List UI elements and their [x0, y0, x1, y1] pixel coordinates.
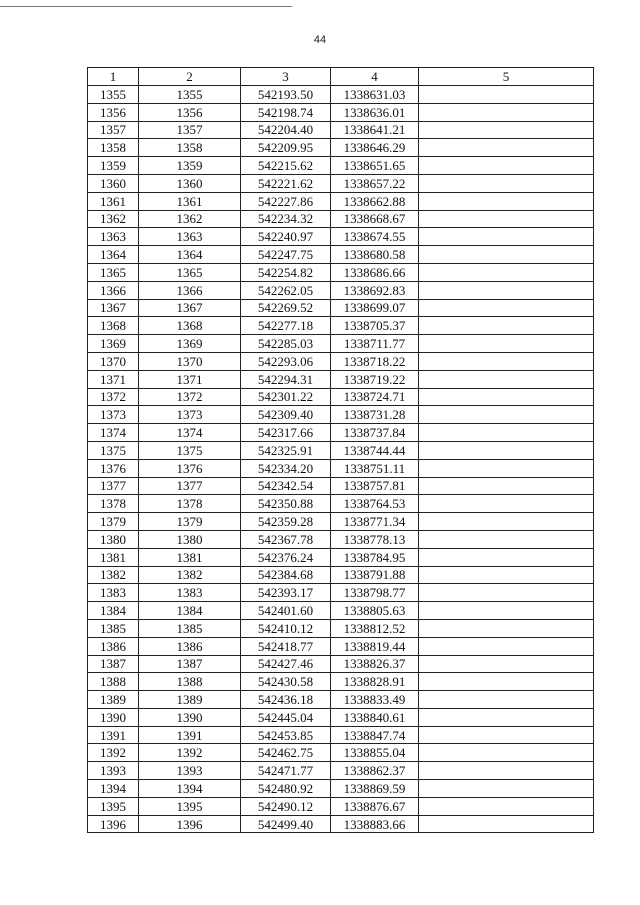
- table-row: [88, 103, 594, 121]
- table-cell-col-4: 1338646.29: [331, 139, 419, 157]
- table-cell-col-5: [419, 584, 594, 602]
- table-cell-col-4: 1338731.28: [331, 406, 419, 424]
- table-row: [88, 655, 594, 673]
- table-cell-col-4: 1338636.01: [331, 103, 419, 121]
- table-cell-col-3: 542427.46: [241, 655, 331, 673]
- table-cell-col-5: [419, 157, 594, 175]
- table-header-row: [88, 68, 594, 86]
- table-row: [88, 815, 594, 833]
- page-number: 44: [313, 34, 327, 46]
- table-cell-col-2: 1360: [139, 174, 241, 192]
- column-header: 5: [419, 68, 594, 86]
- table-cell-col-5: [419, 424, 594, 442]
- table-cell-col-5: [419, 566, 594, 584]
- table-cell-col-5: [419, 210, 594, 228]
- table-cell-col-5: [419, 299, 594, 317]
- table-cell-col-4: 1338744.44: [331, 441, 419, 459]
- table-cell-col-2: 1377: [139, 477, 241, 495]
- table-cell-col-1: 1383: [88, 584, 139, 602]
- coordinates-table: [87, 67, 594, 833]
- table-cell-col-2: 1394: [139, 780, 241, 798]
- table-cell-col-1: 1387: [88, 655, 139, 673]
- table-cell-col-5: [419, 86, 594, 104]
- table-cell-col-3: 542334.20: [241, 459, 331, 477]
- table-cell-col-5: [419, 726, 594, 744]
- table-cell-col-2: 1363: [139, 228, 241, 246]
- table-cell-col-3: 542350.88: [241, 495, 331, 513]
- table-cell-col-2: 1395: [139, 797, 241, 815]
- table-cell-col-3: 542193.50: [241, 86, 331, 104]
- table-cell-col-3: 542285.03: [241, 335, 331, 353]
- table-cell-col-3: 542453.85: [241, 726, 331, 744]
- table-cell-col-3: 542309.40: [241, 406, 331, 424]
- table-row: [88, 174, 594, 192]
- table-cell-col-1: 1363: [88, 228, 139, 246]
- table-cell-col-3: 542254.82: [241, 263, 331, 281]
- table-cell-col-3: 542269.52: [241, 299, 331, 317]
- table-cell-col-4: 1338828.91: [331, 673, 419, 691]
- table-cell-col-5: [419, 459, 594, 477]
- table-cell-col-2: 1359: [139, 157, 241, 175]
- table-cell-col-1: 1372: [88, 388, 139, 406]
- table-cell-col-1: 1385: [88, 619, 139, 637]
- table-cell-col-1: 1379: [88, 513, 139, 531]
- table-cell-col-4: 1338862.37: [331, 762, 419, 780]
- table-cell-col-2: 1373: [139, 406, 241, 424]
- table-row: [88, 708, 594, 726]
- table-cell-col-1: 1356: [88, 103, 139, 121]
- table-cell-col-2: 1380: [139, 530, 241, 548]
- table-cell-col-4: 1338657.22: [331, 174, 419, 192]
- table-row: [88, 352, 594, 370]
- table-cell-col-1: 1361: [88, 192, 139, 210]
- table-cell-col-5: [419, 406, 594, 424]
- table-cell-col-4: 1338771.34: [331, 513, 419, 531]
- table-cell-col-2: 1382: [139, 566, 241, 584]
- table-cell-col-5: [419, 335, 594, 353]
- table-cell-col-2: 1364: [139, 246, 241, 264]
- table-cell-col-4: 1338784.95: [331, 548, 419, 566]
- table-cell-col-5: [419, 477, 594, 495]
- table-cell-col-3: 542462.75: [241, 744, 331, 762]
- table-row: [88, 210, 594, 228]
- table-cell-col-3: 542240.97: [241, 228, 331, 246]
- table-cell-col-3: 542198.74: [241, 103, 331, 121]
- table-cell-col-4: 1338719.22: [331, 370, 419, 388]
- table-cell-col-4: 1338692.83: [331, 281, 419, 299]
- table-cell-col-5: [419, 744, 594, 762]
- table-cell-col-2: 1368: [139, 317, 241, 335]
- table-row: [88, 780, 594, 798]
- table-cell-col-4: 1338855.04: [331, 744, 419, 762]
- table-cell-col-5: [419, 139, 594, 157]
- table-cell-col-3: 542490.12: [241, 797, 331, 815]
- table-cell-col-3: 542294.31: [241, 370, 331, 388]
- table-row: [88, 762, 594, 780]
- table-cell-col-1: 1360: [88, 174, 139, 192]
- table-cell-col-3: 542418.77: [241, 637, 331, 655]
- table-row: [88, 246, 594, 264]
- table-row: [88, 797, 594, 815]
- table-cell-col-4: 1338631.03: [331, 86, 419, 104]
- table-cell-col-3: 542393.17: [241, 584, 331, 602]
- table-cell-col-2: 1396: [139, 815, 241, 833]
- table-cell-col-3: 542209.95: [241, 139, 331, 157]
- table-cell-col-3: 542215.62: [241, 157, 331, 175]
- table-cell-col-3: 542410.12: [241, 619, 331, 637]
- table-cell-col-1: 1380: [88, 530, 139, 548]
- table-cell-col-1: 1381: [88, 548, 139, 566]
- table-cell-col-1: 1358: [88, 139, 139, 157]
- table-row: [88, 121, 594, 139]
- table-cell-col-5: [419, 637, 594, 655]
- table-row: [88, 281, 594, 299]
- table-cell-col-5: [419, 121, 594, 139]
- table-cell-col-3: 542342.54: [241, 477, 331, 495]
- table-cell-col-5: [419, 192, 594, 210]
- table-cell-col-1: 1394: [88, 780, 139, 798]
- table-cell-col-5: [419, 655, 594, 673]
- table-cell-col-3: 542384.68: [241, 566, 331, 584]
- table-cell-col-2: 1361: [139, 192, 241, 210]
- table-cell-col-1: 1368: [88, 317, 139, 335]
- table-cell-col-2: 1388: [139, 673, 241, 691]
- table-cell-col-4: 1338847.74: [331, 726, 419, 744]
- table-cell-col-5: [419, 797, 594, 815]
- table-row: [88, 726, 594, 744]
- table-cell-col-1: 1357: [88, 121, 139, 139]
- table-cell-col-1: 1365: [88, 263, 139, 281]
- table-cell-col-1: 1376: [88, 459, 139, 477]
- table-cell-col-3: 542301.22: [241, 388, 331, 406]
- table-cell-col-4: 1338833.49: [331, 691, 419, 709]
- table-cell-col-4: 1338812.52: [331, 619, 419, 637]
- table-cell-col-1: 1391: [88, 726, 139, 744]
- table-cell-col-1: 1375: [88, 441, 139, 459]
- table-row: [88, 406, 594, 424]
- table-row: [88, 317, 594, 335]
- table-cell-col-4: 1338791.88: [331, 566, 419, 584]
- table-cell-col-3: 542317.66: [241, 424, 331, 442]
- table-cell-col-1: 1384: [88, 602, 139, 620]
- table-row: [88, 637, 594, 655]
- table-cell-col-3: 542221.62: [241, 174, 331, 192]
- table-cell-col-5: [419, 103, 594, 121]
- table-cell-col-5: [419, 388, 594, 406]
- table-row: [88, 673, 594, 691]
- table-cell-col-4: 1338641.21: [331, 121, 419, 139]
- table-cell-col-1: 1359: [88, 157, 139, 175]
- table-cell-col-4: 1338778.13: [331, 530, 419, 548]
- table-cell-col-5: [419, 602, 594, 620]
- table-cell-col-2: 1369: [139, 335, 241, 353]
- table-cell-col-2: 1374: [139, 424, 241, 442]
- table-cell-col-3: 542204.40: [241, 121, 331, 139]
- table-row: [88, 548, 594, 566]
- table-cell-col-2: 1370: [139, 352, 241, 370]
- table-cell-col-1: 1371: [88, 370, 139, 388]
- table-cell-col-5: [419, 673, 594, 691]
- table-cell-col-1: 1373: [88, 406, 139, 424]
- table-cell-col-5: [419, 548, 594, 566]
- table-cell-col-4: 1338686.66: [331, 263, 419, 281]
- table-cell-col-1: 1395: [88, 797, 139, 815]
- table-cell-col-5: [419, 815, 594, 833]
- table-row: [88, 228, 594, 246]
- table-cell-col-3: 542445.04: [241, 708, 331, 726]
- table-row: [88, 335, 594, 353]
- table-row: [88, 192, 594, 210]
- table-cell-col-4: 1338798.77: [331, 584, 419, 602]
- table-cell-col-4: 1338662.88: [331, 192, 419, 210]
- table-cell-col-5: [419, 352, 594, 370]
- table-cell-col-2: 1371: [139, 370, 241, 388]
- table-cell-col-3: 542430.58: [241, 673, 331, 691]
- table-cell-col-5: [419, 441, 594, 459]
- table-cell-col-2: 1385: [139, 619, 241, 637]
- table-cell-col-1: 1362: [88, 210, 139, 228]
- table-cell-col-5: [419, 513, 594, 531]
- table-cell-col-2: 1367: [139, 299, 241, 317]
- table-cell-col-4: 1338680.58: [331, 246, 419, 264]
- header-rule: [0, 6, 292, 7]
- table-cell-col-1: 1386: [88, 637, 139, 655]
- table-cell-col-2: 1378: [139, 495, 241, 513]
- table-cell-col-5: [419, 228, 594, 246]
- table-cell-col-2: 1376: [139, 459, 241, 477]
- table-cell-col-3: 542401.60: [241, 602, 331, 620]
- table-cell-col-4: 1338724.71: [331, 388, 419, 406]
- table-cell-col-1: 1378: [88, 495, 139, 513]
- table-row: [88, 477, 594, 495]
- table-cell-col-2: 1387: [139, 655, 241, 673]
- table-cell-col-1: 1366: [88, 281, 139, 299]
- column-header: 2: [139, 68, 241, 86]
- table-cell-col-2: 1366: [139, 281, 241, 299]
- table-cell-col-4: 1338699.07: [331, 299, 419, 317]
- table-cell-col-4: 1338751.11: [331, 459, 419, 477]
- table-cell-col-3: 542262.05: [241, 281, 331, 299]
- table-row: [88, 441, 594, 459]
- table-cell-col-5: [419, 762, 594, 780]
- table-cell-col-2: 1393: [139, 762, 241, 780]
- column-header: 4: [331, 68, 419, 86]
- table-cell-col-1: 1377: [88, 477, 139, 495]
- table-row: [88, 744, 594, 762]
- table-cell-col-4: 1338819.44: [331, 637, 419, 655]
- table-cell-col-1: 1393: [88, 762, 139, 780]
- table-row: [88, 86, 594, 104]
- table-cell-col-3: 542376.24: [241, 548, 331, 566]
- table-row: [88, 513, 594, 531]
- table-cell-col-3: 542277.18: [241, 317, 331, 335]
- table-cell-col-2: 1357: [139, 121, 241, 139]
- table-cell-col-5: [419, 281, 594, 299]
- table-cell-col-5: [419, 317, 594, 335]
- table-cell-col-5: [419, 263, 594, 281]
- table-body: [88, 86, 594, 833]
- table-cell-col-1: 1364: [88, 246, 139, 264]
- table-cell-col-4: 1338674.55: [331, 228, 419, 246]
- table-cell-col-3: 542436.18: [241, 691, 331, 709]
- table-cell-col-4: 1338718.22: [331, 352, 419, 370]
- table-row: [88, 691, 594, 709]
- column-header: 3: [241, 68, 331, 86]
- column-header: 1: [88, 68, 139, 86]
- table-cell-col-5: [419, 174, 594, 192]
- table-cell-col-1: 1374: [88, 424, 139, 442]
- table-cell-col-4: 1338869.59: [331, 780, 419, 798]
- table-row: [88, 459, 594, 477]
- table-cell-col-3: 542359.28: [241, 513, 331, 531]
- table-row: [88, 584, 594, 602]
- table-cell-col-2: 1384: [139, 602, 241, 620]
- table-cell-col-3: 542247.75: [241, 246, 331, 264]
- table-cell-col-4: 1338737.84: [331, 424, 419, 442]
- table-cell-col-1: 1367: [88, 299, 139, 317]
- table-cell-col-5: [419, 780, 594, 798]
- table-cell-col-3: 542471.77: [241, 762, 331, 780]
- table-cell-col-5: [419, 370, 594, 388]
- table-cell-col-1: 1388: [88, 673, 139, 691]
- table-cell-col-4: 1338805.63: [331, 602, 419, 620]
- table-cell-col-1: 1390: [88, 708, 139, 726]
- table-cell-col-1: 1369: [88, 335, 139, 353]
- table-cell-col-3: 542227.86: [241, 192, 331, 210]
- table-cell-col-1: 1389: [88, 691, 139, 709]
- table-row: [88, 157, 594, 175]
- table-cell-col-2: 1392: [139, 744, 241, 762]
- table-cell-col-5: [419, 708, 594, 726]
- table-row: [88, 139, 594, 157]
- table-cell-col-1: 1392: [88, 744, 139, 762]
- table-cell-col-2: 1379: [139, 513, 241, 531]
- table-cell-col-2: 1381: [139, 548, 241, 566]
- table-row: [88, 263, 594, 281]
- table-cell-col-4: 1338826.37: [331, 655, 419, 673]
- table-row: [88, 424, 594, 442]
- table-cell-col-1: 1396: [88, 815, 139, 833]
- table-cell-col-2: 1372: [139, 388, 241, 406]
- table-cell-col-3: 542293.06: [241, 352, 331, 370]
- table-cell-col-3: 542325.91: [241, 441, 331, 459]
- table-row: [88, 370, 594, 388]
- table-cell-col-2: 1390: [139, 708, 241, 726]
- table-cell-col-5: [419, 691, 594, 709]
- table-cell-col-2: 1358: [139, 139, 241, 157]
- table-cell-col-4: 1338705.37: [331, 317, 419, 335]
- table-cell-col-2: 1386: [139, 637, 241, 655]
- table-cell-col-4: 1338840.61: [331, 708, 419, 726]
- table-cell-col-2: 1355: [139, 86, 241, 104]
- table-cell-col-1: 1370: [88, 352, 139, 370]
- table-cell-col-4: 1338757.81: [331, 477, 419, 495]
- table-row: [88, 388, 594, 406]
- table-cell-col-4: 1338883.66: [331, 815, 419, 833]
- table-cell-col-3: 542234.32: [241, 210, 331, 228]
- table-cell-col-5: [419, 495, 594, 513]
- table-cell-col-2: 1389: [139, 691, 241, 709]
- table-cell-col-2: 1362: [139, 210, 241, 228]
- table-cell-col-5: [419, 530, 594, 548]
- table-cell-col-3: 542367.78: [241, 530, 331, 548]
- table-cell-col-2: 1383: [139, 584, 241, 602]
- table-cell-col-1: 1355: [88, 86, 139, 104]
- table-row: [88, 495, 594, 513]
- table-cell-col-2: 1391: [139, 726, 241, 744]
- table-cell-col-5: [419, 619, 594, 637]
- table-cell-col-3: 542499.40: [241, 815, 331, 833]
- table-row: [88, 619, 594, 637]
- table-cell-col-2: 1375: [139, 441, 241, 459]
- table-cell-col-4: 1338651.65: [331, 157, 419, 175]
- table-cell-col-4: 1338764.53: [331, 495, 419, 513]
- table-cell-col-5: [419, 246, 594, 264]
- table-cell-col-4: 1338711.77: [331, 335, 419, 353]
- table-row: [88, 530, 594, 548]
- table-cell-col-1: 1382: [88, 566, 139, 584]
- table-row: [88, 299, 594, 317]
- table-row: [88, 566, 594, 584]
- table-cell-col-2: 1365: [139, 263, 241, 281]
- table-cell-col-4: 1338876.67: [331, 797, 419, 815]
- table-cell-col-3: 542480.92: [241, 780, 331, 798]
- table-row: [88, 602, 594, 620]
- table-cell-col-2: 1356: [139, 103, 241, 121]
- table-cell-col-4: 1338668.67: [331, 210, 419, 228]
